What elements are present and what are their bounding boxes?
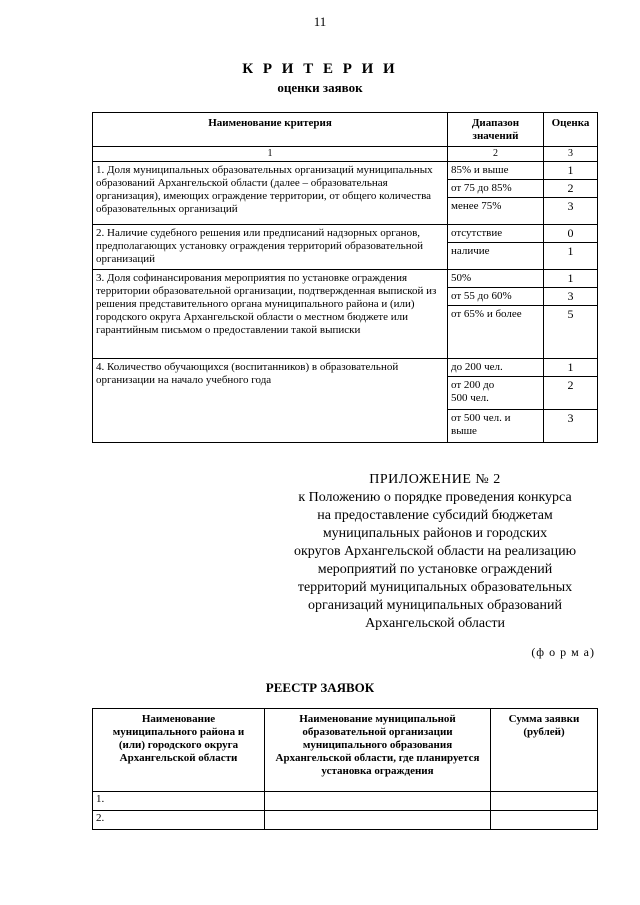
score-cell: 1 bbox=[544, 243, 598, 270]
criteria-header-row bbox=[93, 113, 598, 147]
score-cell: 1 bbox=[544, 270, 598, 288]
range-cell: от 500 чел. и выше bbox=[448, 410, 544, 443]
criteria-table bbox=[92, 112, 598, 443]
header-organization: Наименование муниципальной образовательной организации муниципального образования Архангельской области, где планируется установка ограждения bbox=[265, 709, 491, 792]
criterion-row bbox=[93, 225, 598, 243]
criteria-subtitle: оценки заявок bbox=[277, 80, 363, 95]
organization-cell bbox=[265, 811, 491, 830]
row-number: 2. bbox=[93, 811, 265, 830]
range-cell: менее 75% bbox=[448, 198, 544, 225]
criterion-name: 3. Доля софинансирования мероприятия по установке ограждения территории образовательной организации, подтвержденная выпиской из решения представительного органа муниципального района и (или) городского округа Архангельской области о местном бюджете или гарантийным письмом о предоставлении такой выписки bbox=[93, 270, 448, 359]
criterion-row bbox=[93, 162, 598, 180]
score-cell: 1 bbox=[544, 359, 598, 377]
annex-line: организаций муниципальных образований bbox=[308, 598, 562, 613]
annex-line: к Положению о порядке проведения конкурса bbox=[298, 490, 572, 505]
range-cell: от 200 до 500 чел. bbox=[448, 377, 544, 410]
registry-table bbox=[92, 708, 598, 830]
criterion-name: 2. Наличие судебного решения или предписаний надзорных органов, предполагающих установку ограждения территорий образовательной организаций bbox=[93, 225, 448, 270]
registry-title: РЕЕСТР ЗАЯВОК bbox=[265, 680, 375, 695]
header-district: Наименование муниципального района и (или) городского округа Архангельской области bbox=[93, 709, 265, 792]
range-cell: наличие bbox=[448, 243, 544, 270]
header-amount: Сумма заявки (рублей) bbox=[491, 709, 598, 792]
score-cell: 2 bbox=[544, 377, 598, 410]
range-cell: 85% и выше bbox=[448, 162, 544, 180]
header-value-range: Диапазон значений bbox=[448, 113, 544, 147]
criterion-name: 4. Количество обучающихся (воспитанников) в образовательной организации на начало учебного года bbox=[93, 359, 448, 443]
table-row bbox=[93, 811, 598, 830]
amount-cell bbox=[491, 792, 598, 811]
criterion-row bbox=[93, 359, 598, 377]
range-cell: 50% bbox=[448, 270, 544, 288]
score-cell: 3 bbox=[544, 410, 598, 443]
score-cell: 5 bbox=[544, 306, 598, 359]
table-row bbox=[93, 792, 598, 811]
annex-block bbox=[270, 471, 600, 633]
range-cell: до 200 чел. bbox=[448, 359, 544, 377]
range-cell: от 55 до 60% bbox=[448, 288, 544, 306]
score-cell: 3 bbox=[544, 198, 598, 225]
header-score: Оценка bbox=[544, 113, 598, 147]
range-cell: отсутствие bbox=[448, 225, 544, 243]
annex-line: мероприятий по установке ограждений bbox=[317, 562, 553, 577]
criterion-name: 1. Доля муниципальных образовательных организаций муниципальных образований Архангельской области (далее – образовательная организация), имеющих ограждение территории, от общего количества образовательных организаций bbox=[93, 162, 448, 225]
annex-line: муниципальных районов и городских bbox=[322, 526, 548, 541]
annex-line: Архангельской области bbox=[365, 616, 505, 631]
amount-cell bbox=[491, 811, 598, 830]
criterion-row bbox=[93, 270, 598, 288]
annex-heading: ПРИЛОЖЕНИЕ № 2 bbox=[369, 472, 501, 487]
registry-header-row bbox=[93, 709, 598, 792]
row-number: 1. bbox=[93, 792, 265, 811]
score-cell: 0 bbox=[544, 225, 598, 243]
form-label: (ф о р м а) bbox=[531, 645, 595, 659]
organization-cell bbox=[265, 792, 491, 811]
column-number: 2 bbox=[448, 147, 544, 162]
range-cell: от 75 до 85% bbox=[448, 180, 544, 198]
column-number: 1 bbox=[93, 147, 448, 162]
annex-line: территорий муниципальных образовательных bbox=[297, 580, 573, 595]
score-cell: 3 bbox=[544, 288, 598, 306]
annex-line: округов Архангельской области на реализацию bbox=[293, 544, 577, 559]
column-number: 3 bbox=[544, 147, 598, 162]
criteria-title: К Р И Т Е Р И И bbox=[242, 61, 398, 77]
range-cell: от 65% и более bbox=[448, 306, 544, 359]
annex-line: на предоставление субсидий бюджетам bbox=[317, 508, 553, 523]
column-number-row bbox=[93, 147, 598, 162]
page-number: 11 bbox=[313, 14, 327, 29]
header-criterion-name: Наименование критерия bbox=[93, 113, 448, 147]
score-cell: 1 bbox=[544, 162, 598, 180]
score-cell: 2 bbox=[544, 180, 598, 198]
